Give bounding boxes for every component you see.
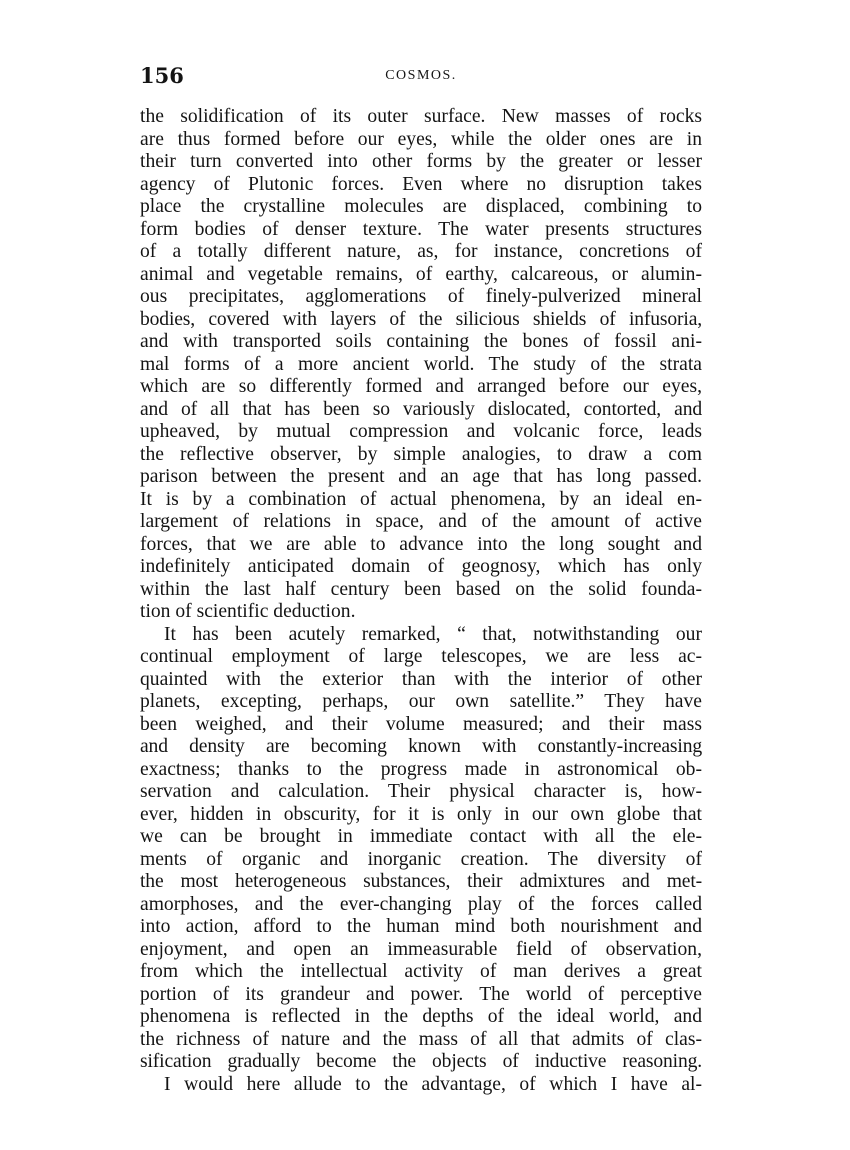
text-line: are thus formed before our eyes, while the older ones are in: [140, 128, 702, 150]
paragraph-start-line: It has been acutely remarked, “ that, notwithstanding our: [164, 623, 702, 645]
text-line: portion of its grandeur and power. The world of perceptive: [140, 983, 702, 1005]
running-title: COSMOS.: [385, 68, 457, 83]
paragraph-end-line: tion of scientific deduction.: [140, 601, 356, 622]
text-line: ever, hidden in obscurity, for it is only in our own globe that: [140, 803, 702, 825]
text-line: bodies, covered with layers of the silicious shields of infusoria,: [140, 308, 702, 330]
text-line: been weighed, and their volume measured; and their mass: [140, 713, 702, 735]
text-line: the reflective observer, by simple analogies, to draw a com: [140, 443, 702, 465]
text-line: their turn converted into other forms by the greater or lesser: [140, 151, 702, 172]
text-line: form bodies of denser texture. The water presents structures: [140, 218, 702, 240]
text-line: exactness; thanks to the progress made in astronomical ob-: [140, 758, 702, 780]
text-line: of a totally different nature, as, for instance, concretions of: [140, 241, 702, 262]
text-line: place the crystalline molecules are displaced, combining to: [140, 196, 702, 217]
text-line: largement of relations in space, and of the amount of active: [140, 511, 702, 532]
text-line: which are so differently formed and arranged before our eyes,: [140, 376, 702, 397]
text-line: ments of organic and inorganic creation. The diversity of: [140, 848, 702, 870]
text-line: within the last half century been based on the solid founda-: [140, 578, 702, 600]
text-line: parison between the present and an age that has long passed.: [140, 466, 702, 487]
text-line: upheaved, by mutual compression and volcanic force, leads: [140, 421, 702, 442]
text-line: animal and vegetable remains, of earthy, calcareous, or alumin-: [140, 263, 702, 285]
text-line: forces, that we are able to advance into the long sought and: [140, 533, 702, 555]
text-line: into action, afford to the human mind both nourishment and: [140, 916, 702, 937]
text-line: indefinitely anticipated domain of geognosy, which has only: [140, 556, 702, 577]
text-line: and with transported soils containing the bones of fossil ani-: [140, 331, 702, 352]
text-line: and density are becoming known with constantly-increasing: [140, 736, 702, 757]
text-line: from which the intellectual activity of man derives a great: [140, 961, 702, 982]
text-line: the solidification of its outer surface. New masses of rocks: [140, 106, 702, 127]
text-line: planets, excepting, perhaps, our own satellite.” They have: [140, 691, 702, 712]
text-line: phenomena is reflected in the depths of the ideal world, and: [140, 1006, 702, 1027]
text-line: amorphoses, and the ever-changing play of the forces called: [140, 893, 702, 915]
page-number: 156: [140, 63, 184, 88]
text-line: servation and calculation. Their physical character is, how-: [140, 781, 702, 802]
text-line: and of all that has been so variously dislocated, contorted, and: [140, 398, 702, 420]
running-head: [140, 62, 702, 90]
text-line: quainted with the exterior than with the interior of other: [140, 668, 702, 690]
text-line: the most heterogeneous substances, their admixtures and met-: [140, 871, 702, 892]
text-line: enjoyment, and open an immeasurable field of observation,: [140, 938, 702, 960]
text-line: agency of Plutonic forces. Even where no disruption takes: [140, 173, 702, 195]
body-text: [140, 106, 702, 1096]
text-line: It is by a combination of actual phenomena, by an ideal en-: [140, 488, 702, 510]
text-line: sification gradually become the objects of inductive reasoning.: [140, 1051, 702, 1072]
paragraph-start-line: I would here allude to the advantage, of which I have al-: [164, 1073, 702, 1095]
text-line: we can be brought in immediate contact with all the ele-: [140, 826, 702, 847]
text-line: the richness of nature and the mass of all that admits of clas-: [140, 1028, 702, 1050]
text-line: mal forms of a more ancient world. The study of the strata: [140, 353, 702, 375]
text-line: ous precipitates, agglomerations of finely-pulverized mineral: [140, 286, 702, 307]
text-line: continual employment of large telescopes, we are less ac-: [140, 646, 702, 667]
